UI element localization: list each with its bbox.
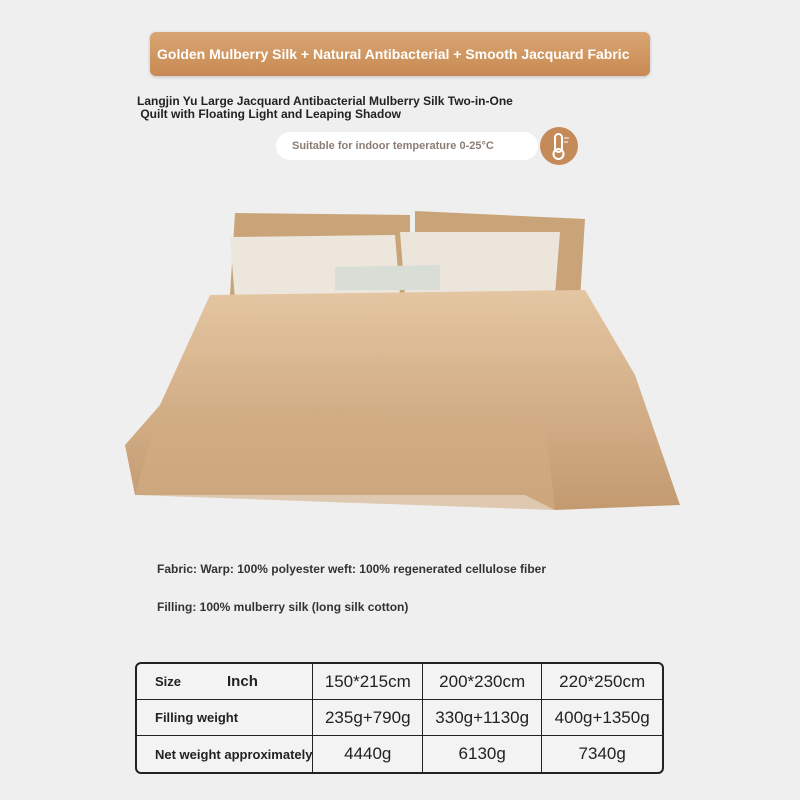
table-row (137, 664, 662, 700)
feature-banner: Golden Mulberry Silk + Natural Antibacterial + Smooth Jacquard Fabric (150, 32, 650, 76)
filling-header: Filling weight (137, 700, 313, 736)
filling-cell: 235g+790g (313, 700, 423, 736)
table-row (137, 700, 662, 736)
bed-quilt-image (115, 205, 685, 525)
size-cell: 200*230cm (423, 664, 542, 700)
filling-cell: 400g+1350g (542, 700, 662, 736)
net-cell: 4440g (313, 736, 423, 772)
temperature-pill: Suitable for indoor temperature 0-25°C (276, 132, 538, 160)
fabric-spec: Fabric: Warp: 100% polyester weft: 100% regenerated cellulose fiber (157, 562, 547, 576)
product-title: Langjin Yu Large Jacquard Antibacterial Mulberry Silk Two-in-One Quilt with Floating Light and Leaping Shadow (137, 94, 513, 121)
table-row (137, 736, 662, 772)
inch-label: Inch (227, 673, 258, 690)
size-table (135, 662, 664, 774)
size-header (137, 664, 313, 700)
net-cell: 6130g (423, 736, 542, 772)
filling-cell: 330g+1130g (423, 700, 542, 736)
net-weight-header: Net weight approximately (137, 736, 313, 772)
thermometer-icon (540, 127, 578, 165)
size-label: Size (155, 674, 182, 689)
size-cell: 150*215cm (313, 664, 423, 700)
size-cell: 220*250cm (542, 664, 662, 700)
net-cell: 7340g (578, 744, 626, 763)
filling-spec: Filling: 100% mulberry silk (long silk cotton) (157, 600, 409, 614)
